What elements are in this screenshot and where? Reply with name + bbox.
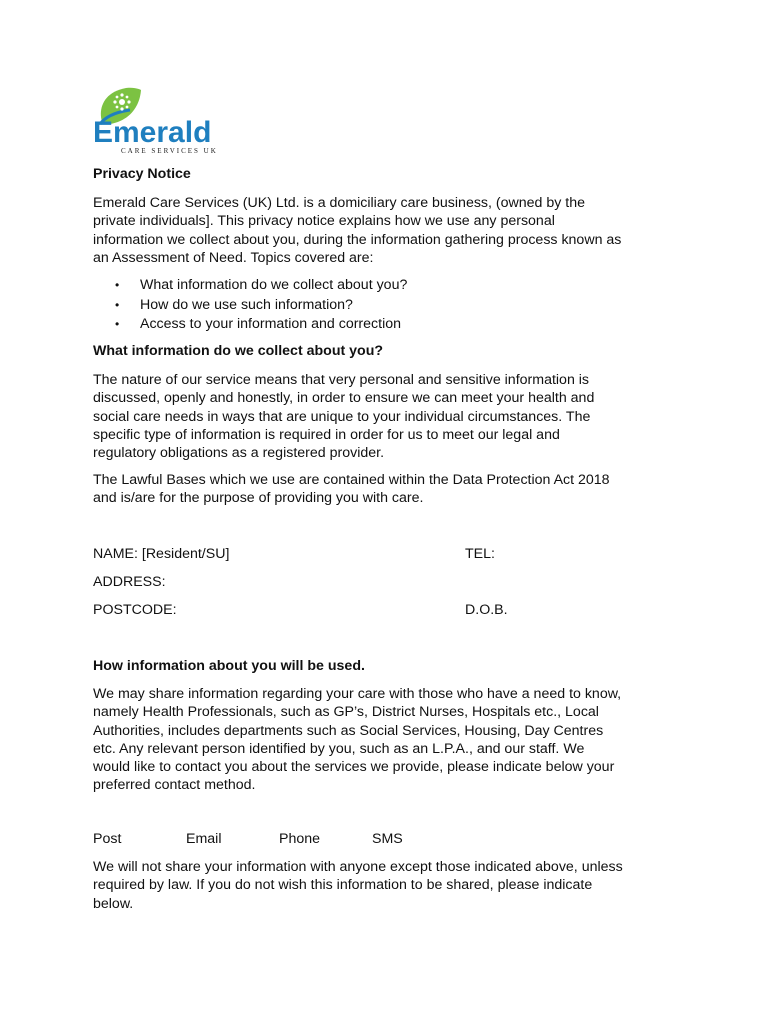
lawful-bases-paragraph: The Lawful Bases which we use are contained within the Data Protection Act 2018 and is/are for the purpose of providing you with care. <box>93 472 610 507</box>
tel-field-label: TEL: <box>465 546 495 562</box>
postcode-field-label: POSTCODE: <box>93 602 177 618</box>
section-heading-collect: What information do we collect about you? <box>93 343 384 359</box>
contact-option-email[interactable]: Email <box>186 831 222 847</box>
logo-tagline: CARE SERVICES UK <box>121 147 218 155</box>
usage-paragraph: We may share information regarding your care with those who have a need to know, namely Health Professionals, such as GP’s, District Nurses, Hospitals etc., Local Authorities, includes departments such as Social Services, Housing, Day Centres etc. Any relevant person identified by you, such as an L.P.A., and our staff. We would like to contact you about the services we provide, please indicate below your preferred contact method. <box>93 686 622 794</box>
intro-line: Emerald Care Services (UK) Ltd. is a domiciliary care business, (owned by the <box>93 195 586 211</box>
contact-option-post[interactable]: Post <box>93 831 122 847</box>
topic-item: • Access to your information and correction <box>93 315 407 335</box>
contact-option-sms[interactable]: SMS <box>372 831 403 847</box>
bullet-icon: • <box>115 278 120 292</box>
bullet-icon: • <box>115 317 120 331</box>
topic-item: • How do we use such information? <box>93 296 407 316</box>
section-heading-usage: How information about you will be used. <box>93 658 365 674</box>
intro-line: an Assessment of Need. Topics covered are: <box>93 249 374 266</box>
intro-line: private individuals]. This privacy notice explains how we use any personal <box>93 213 555 230</box>
topics-list <box>93 276 407 335</box>
contact-option-phone[interactable]: Phone <box>279 831 321 847</box>
address-field-label: ADDRESS: <box>93 574 166 590</box>
logo-wordmark: Emerald <box>93 116 212 149</box>
collect-paragraph: The nature of our service means that very personal and sensitive information is discussed, openly and honestly, in order to ensure we can meet your health and social care needs in ways that are unique to your individual circumstances. The specific type of information is required in order for us to meet our legal and regulatory obligations as a registered provider. <box>93 372 595 462</box>
bullet-icon: • <box>115 297 120 312</box>
sharing-paragraph: We will not share your information with anyone except those indicated above, unless required by law. If you do not wish this information to be shared, please indicate below. <box>93 859 623 912</box>
dob-field-label: D.O.B. <box>465 602 508 618</box>
intro-paragraph <box>93 194 673 267</box>
topic-item: • What information do we collect about you? <box>93 276 407 296</box>
intro-line: information we collect about you, during the information gathering process known as <box>93 231 622 248</box>
emerald-logo <box>93 86 218 156</box>
name-field-label: NAME: [Resident/SU] <box>93 546 230 562</box>
page-title: Privacy Notice <box>93 166 191 182</box>
